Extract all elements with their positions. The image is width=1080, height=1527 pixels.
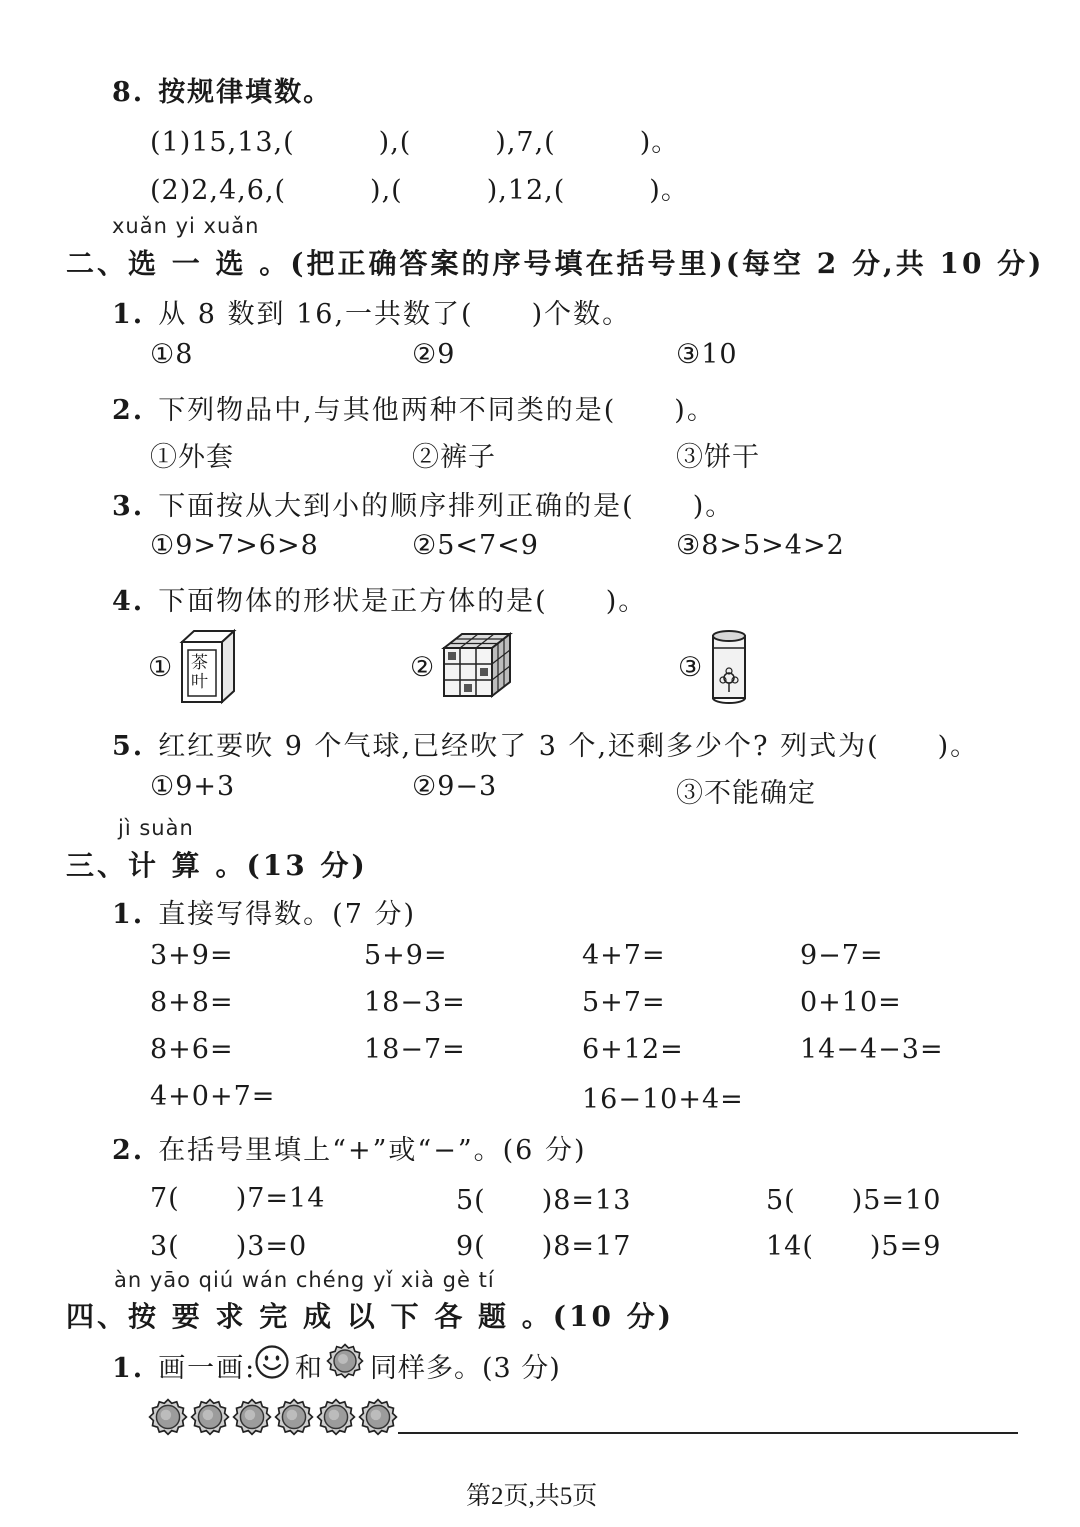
- s2-q2-option-3: ③饼干: [676, 442, 760, 473]
- rubiks-cube-icon: [440, 630, 514, 700]
- q8-title: 8. 按规律填数。: [112, 77, 333, 108]
- s2-q5-option-1: ①9+3: [150, 771, 236, 802]
- s2-q1-option-1: ①8: [150, 339, 194, 370]
- s3-q2-title: 2. 在括号里填上“+”或“−”。(6 分): [112, 1135, 587, 1166]
- q8-line-1: (1)15,13,( ),( ),7,( )。: [150, 127, 680, 158]
- cylinder-jar-icon: [708, 628, 750, 706]
- calc-item: 8+6=: [150, 1034, 234, 1065]
- calc-item: 18−3=: [364, 987, 466, 1018]
- section3-heading: 三、计 算 。(13 分): [66, 849, 368, 882]
- coin-icon: [190, 1398, 230, 1438]
- s2-q3-option-1: ①9>7>6>8: [150, 530, 319, 561]
- calc-item: 8+8=: [150, 987, 234, 1018]
- s2-q3-option-3: ③8>5>4>2: [676, 530, 845, 561]
- coin-icon: [358, 1398, 398, 1438]
- s2-q5-option-3: ③不能确定: [676, 778, 816, 809]
- page-footer: 第2页,共5页: [466, 1483, 598, 1510]
- section2-pinyin: xuǎn yi xuǎn: [112, 214, 260, 238]
- s2-q2-option-2: ②裤子: [412, 442, 496, 473]
- calc-item: 0+10=: [800, 987, 902, 1018]
- s2-q1-option-3: ③10: [676, 339, 738, 370]
- calc-item: 16−10+4=: [582, 1084, 744, 1115]
- s4-q1-suffix: 同样多。(3 分): [370, 1353, 561, 1384]
- s2-q2-stem: 2. 下列物品中,与其他两种不同类的是( )。: [112, 395, 716, 426]
- sign-item: 7( )7=14: [150, 1183, 326, 1214]
- sign-item: 3( )3=0: [150, 1231, 308, 1262]
- sign-item: 5( )5=10: [766, 1185, 942, 1216]
- s2-q2-option-1: ①外套: [150, 442, 234, 473]
- s2-q4-stem: 4. 下面物体的形状是正方体的是( )。: [112, 586, 648, 617]
- calc-item: 6+12=: [582, 1034, 684, 1065]
- coin-icon: [232, 1398, 272, 1438]
- sign-item: 9( )8=17: [456, 1231, 632, 1262]
- calc-item: 4+0+7=: [150, 1081, 276, 1112]
- s3-q1-title: 1. 直接写得数。(7 分): [112, 899, 417, 930]
- calc-item: 14−4−3=: [800, 1034, 944, 1065]
- coin-icon: [316, 1398, 356, 1438]
- s2-q3-option-2: ②5<7<9: [412, 530, 539, 561]
- tea-box-label: 茶 叶: [191, 653, 208, 692]
- s2-q4-option-3: ③: [678, 652, 704, 683]
- s2-q4-option-2: ②: [410, 652, 436, 683]
- s2-q1-option-2: ②9: [412, 339, 456, 370]
- sign-item: 14( )5=9: [766, 1231, 942, 1262]
- s2-q4-option-1: ①: [148, 652, 174, 683]
- answer-line[interactable]: [398, 1432, 1018, 1434]
- s4-q1-prompt: 1. 画一画:: [112, 1353, 257, 1384]
- sign-item: 5( )8=13: [456, 1185, 632, 1216]
- s2-q5-stem: 5. 红红要吹 9 个气球,已经吹了 3 个,还剩多少个? 列式为( )。: [112, 731, 980, 762]
- calc-item: 4+7=: [582, 940, 666, 971]
- coin-icon: [326, 1343, 364, 1381]
- calc-item: 18−7=: [364, 1034, 466, 1065]
- s2-q5-option-2: ②9−3: [412, 771, 498, 802]
- calc-item: 9−7=: [800, 940, 884, 971]
- coin-icon: [274, 1398, 314, 1438]
- section3-pinyin: jì suàn: [118, 816, 194, 840]
- calc-item: 3+9=: [150, 940, 234, 971]
- section2-heading: 二、选 一 选 。(把正确答案的序号填在括号里)(每空 2 分,共 10 分): [66, 247, 1045, 280]
- section4-heading: 四、按 要 求 完 成 以 下 各 题 。(10 分): [66, 1300, 674, 1333]
- section4-pinyin: àn yāo qiú wán chéng yǐ xià gè tí: [114, 1268, 495, 1292]
- s2-q3-stem: 3. 下面按从大到小的顺序排列正确的是( )。: [112, 491, 735, 522]
- coin-row: [148, 1398, 398, 1442]
- calc-item: 5+9=: [364, 940, 448, 971]
- q8-line-2: (2)2,4,6,( ),( ),12,( )。: [150, 175, 689, 206]
- calc-item: 5+7=: [582, 987, 666, 1018]
- smiley-face-icon: [254, 1344, 290, 1380]
- coin-icon: [148, 1398, 188, 1438]
- s2-q1-stem: 1. 从 8 数到 16,一共数了( )个数。: [112, 299, 632, 330]
- s4-q1-and: 和: [295, 1353, 323, 1384]
